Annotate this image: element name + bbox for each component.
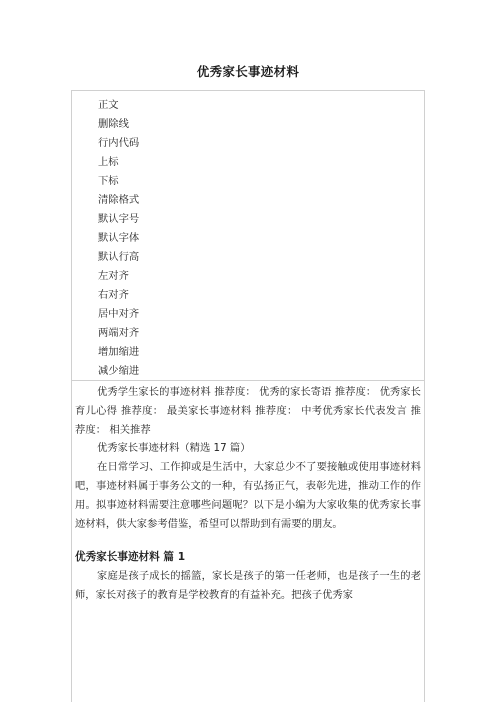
menu-item-paragraph[interactable]: 正文: [98, 99, 119, 111]
menu-item-justify[interactable]: 两端对齐: [98, 327, 140, 339]
count-line: 优秀家长事迹材料（精选 17 篇）: [97, 442, 251, 455]
menu-item-align-left[interactable]: 左对齐: [98, 270, 129, 282]
menu-item-clear-format[interactable]: 清除格式: [98, 194, 140, 206]
document-frame: [71, 90, 425, 702]
menu-item-decrease-indent[interactable]: 减少缩进: [98, 365, 140, 377]
recommend-paragraph: 优秀学生家长的事迹材料 推荐度： 优秀的家长寄语 推荐度： 优秀家长育儿心得 推荐度： 最美家长事迹材料 推荐度： 中考优秀家长代表发言 推荐度： 相关推荐: [75, 386, 421, 436]
menu-item-align-right[interactable]: 右对齐: [98, 289, 129, 301]
page-title: 优秀家长事迹材料: [196, 64, 300, 79]
menu-item-subscript[interactable]: 下标: [98, 175, 119, 187]
menu-item-superscript[interactable]: 上标: [98, 156, 119, 168]
menu-item-align-center[interactable]: 居中对齐: [98, 308, 140, 320]
section-body-paragraph: 家庭是孩子成长的摇篮，家长是孩子的第一任老师，也是孩子一生的老师，家长对孩子的教育是学校教育的有益补充。把孩子优秀家: [75, 570, 421, 601]
format-menu: [72, 91, 424, 381]
document-content: [72, 383, 424, 605]
menu-item-default-line-height[interactable]: 默认行高: [98, 251, 140, 263]
spacer: [75, 533, 421, 548]
menu-item-default-font[interactable]: 默认字体: [98, 232, 140, 244]
menu-item-increase-indent[interactable]: 增加缩进: [98, 346, 140, 358]
intro-paragraph: 在日常学习、工作抑或是生活中，大家总少不了要接触或使用事迹材料吧，事迹材料属于事务公文的一种，有弘扬正气，表彰先进，推动工作的作用。拟事迹材料需要注意哪些问题呢？以下是小编为大家收集的优秀家长事迹材料，供大家参考借鉴，希望可以帮助到有需要的朋友。: [75, 461, 421, 530]
menu-item-default-font-size[interactable]: 默认字号: [98, 213, 140, 225]
menu-item-strikethrough[interactable]: 删除线: [98, 118, 129, 130]
menu-item-inline-code[interactable]: 行内代码: [98, 137, 140, 149]
section-heading: 优秀家长事迹材料 篇 1: [75, 551, 186, 564]
